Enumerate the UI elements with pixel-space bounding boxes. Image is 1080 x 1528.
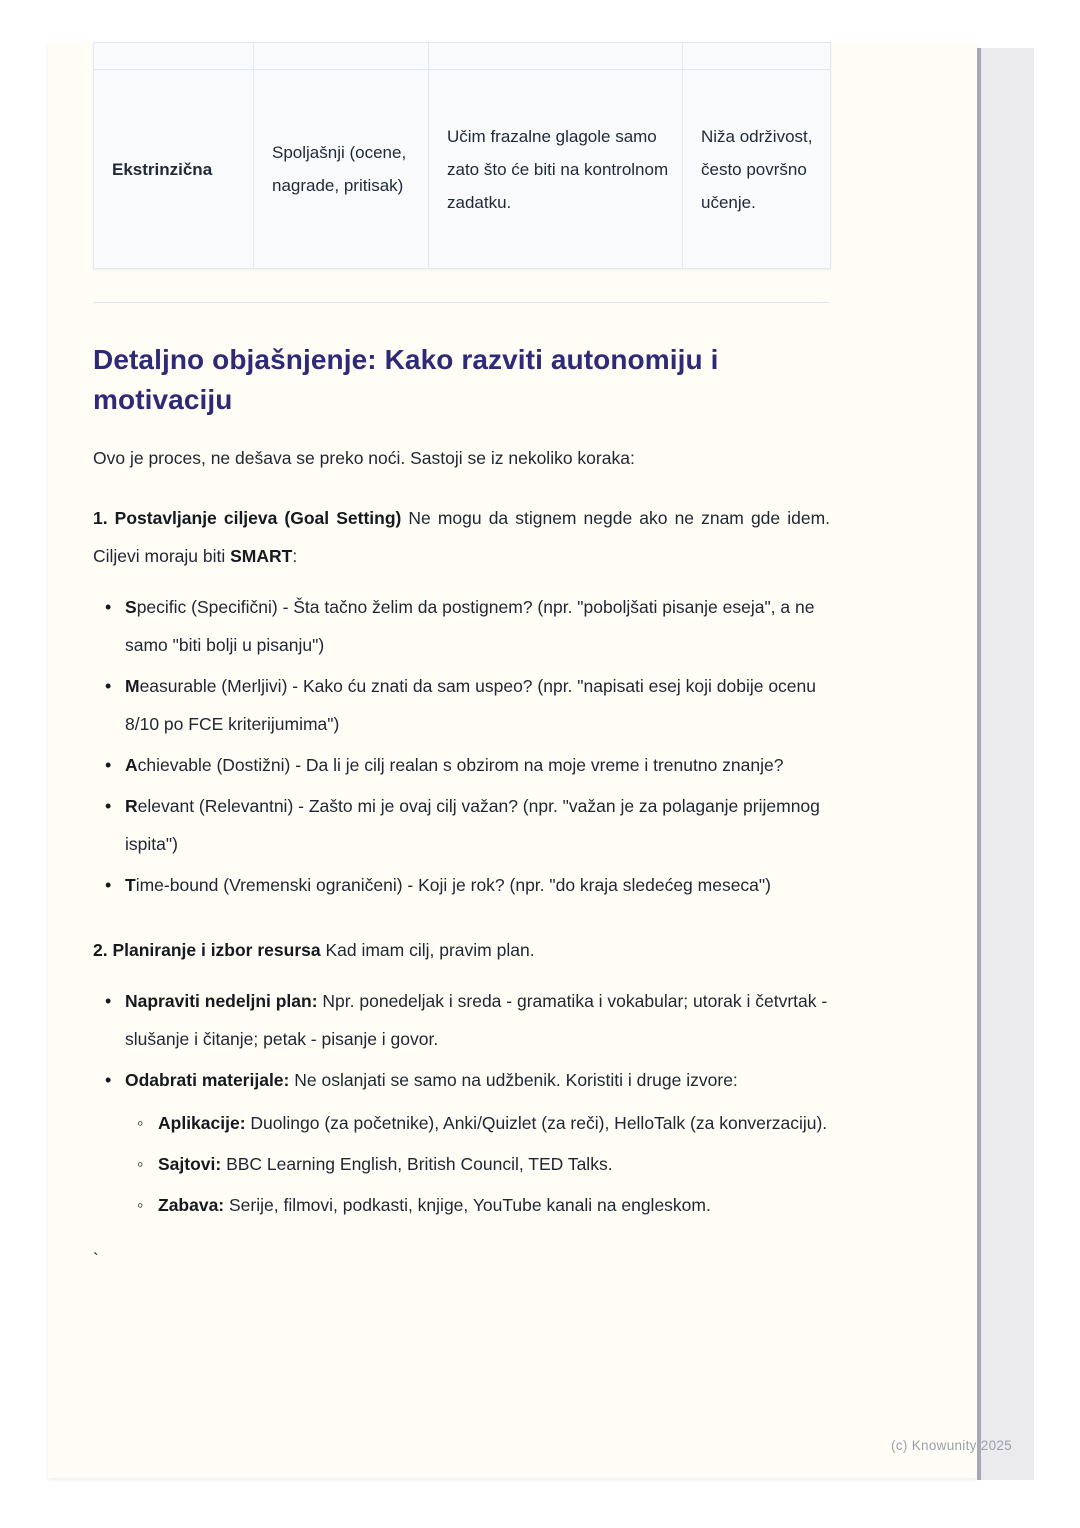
table-cell-clipped (429, 43, 683, 70)
table-cell-motivation-type: Ekstrinzična (94, 70, 254, 269)
page-title: Detaljno objašnjenje: Kako razviti autonomiju i motivaciju (93, 344, 719, 415)
motivation-table (93, 42, 831, 269)
smart-list (93, 588, 830, 904)
list-item-relevant: • Relevant (Relevantni) - Zašto mi je ovaj cilj važan? (npr. "važan je za polaganje prijemnog ispita") (93, 787, 830, 863)
table-cell-outcome: Niža održivost, često površno učenje. (683, 70, 831, 269)
list-item-achievable: • Achievable (Dostižni) - Da li je cilj realan s obzirom na moje vreme i trenutno znanje? (93, 746, 830, 784)
table-cell-example: Učim frazalne glagole samo zato što će biti na kontrolnom zadatku. (429, 70, 683, 269)
list-item-time-bound: • Time-bound (Vremenski ograničeni) - Koji je rok? (npr. "do kraja sledećeg meseca") (93, 866, 830, 904)
smart-acronym: SMART (230, 546, 293, 566)
plan-list (93, 982, 830, 1224)
table-row (94, 70, 831, 269)
list-item-specific: • Specific (Specifični) - Šta tačno želim da postignem? (npr. "poboljšati pisanje eseja", a ne samo "biti bolji u pisanju") (93, 588, 830, 664)
step1-paragraph: 1. Postavljanje ciljeva (Goal Setting) Ne mogu da stignem negde ako ne znam gde idem. Ciljevi moraju biti SMART: (93, 508, 831, 566)
copyright-watermark: (c) Knowunity 2025 (891, 1438, 1012, 1453)
table-cell-clipped (94, 43, 254, 70)
table-cell-clipped (254, 43, 429, 70)
document-content (93, 42, 830, 1270)
list-item-weekly-plan: • Napraviti nedeljni plan: Npr. ponedeljak i sreda - gramatika i vokabular; utorak i četvrtak - slušanje i čitanje; petak - pisanje i govor. (93, 982, 830, 1058)
resource-sublist (125, 1104, 830, 1224)
stray-backtick: ` (93, 1250, 99, 1269)
list-item-materials: • Odabrati materijale: Ne oslanjati se samo na udžbenik. Koristiti i druge izvore: ◦ Aplikacije: Duolingo (za početnike), Anki/Quizlet (za reči), HelloTalk (za konverzaciju). ◦ Sajtovi: BBC Learning English, British Council, TED Talks. ◦ Zabava: Serije, filmovi, podkasti, knjige, YouTube kanali na engleskom. (93, 1061, 830, 1224)
scrollbar-track[interactable] (977, 48, 1034, 1480)
step1-label: 1. Postavljanje ciljeva (Goal Setting) (93, 508, 402, 528)
intro-paragraph: Ovo je proces, ne dešava se preko noći. Sastoji se iz nekoliko koraka: (93, 448, 635, 468)
document-page (48, 42, 977, 1478)
list-item-measurable: • Measurable (Merljivi) - Kako ću znati da sam uspeo? (npr. "napisati esej koji dobije ocenu 8/10 po FCE kriterijumima") (93, 667, 830, 743)
section-divider (93, 302, 830, 303)
step2-paragraph: 2. Planiranje i izbor resursa Kad imam cilj, pravim plan. (93, 940, 535, 960)
list-item-apps: ◦ Aplikacije: Duolingo (za početnike), Anki/Quizlet (za reči), HelloTalk (za konverzaciju). (125, 1104, 830, 1142)
list-item-fun: ◦ Zabava: Serije, filmovi, podkasti, knjige, YouTube kanali na engleskom. (125, 1186, 830, 1224)
table-cell-clipped (683, 43, 831, 70)
table-cell-source: Spoljašnji (ocene, nagrade, pritisak) (254, 70, 429, 269)
step2-label: 2. Planiranje i izbor resursa (93, 940, 321, 960)
list-item-sites: ◦ Sajtovi: BBC Learning English, British Council, TED Talks. (125, 1145, 830, 1183)
table-row-clipped (94, 43, 831, 70)
